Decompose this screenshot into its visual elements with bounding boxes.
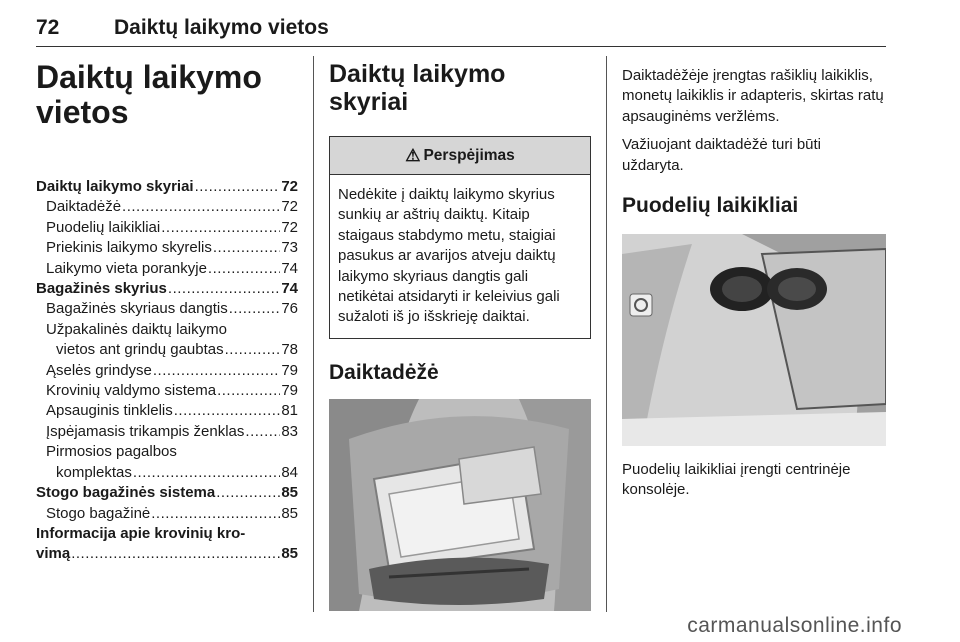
cupholder-title: Puodelių laikikliai: [622, 194, 799, 218]
toc-entry[interactable]: [36, 320, 298, 340]
toc-leader-dots: [208, 259, 280, 279]
toc-leader-dots: [174, 401, 281, 421]
toc-leader-dots: [245, 422, 280, 442]
glovebox-title: Daiktadėžė: [329, 360, 439, 384]
middle-column: [329, 60, 591, 611]
toc-entry-page: 79: [281, 361, 298, 379]
toc-entry-label: Laikymo vieta porankyje: [46, 259, 207, 277]
toc-entry[interactable]: [36, 483, 298, 503]
toc-leader-dots: [71, 544, 280, 564]
toc-leader-dots: [195, 177, 281, 197]
toc-entry-label: Priekinis laikymo skyrelis: [46, 239, 212, 257]
toc-entry-page: 85: [281, 545, 298, 563]
toc-entry-label: Daiktų laikymo skyriai: [36, 178, 194, 195]
toc-column: [36, 60, 298, 565]
toc-leader-dots: [161, 218, 280, 238]
column-divider: [313, 56, 314, 612]
toc-entry[interactable]: [36, 259, 298, 279]
toc-entry[interactable]: [36, 238, 298, 258]
toc-entry-page: 85: [281, 484, 298, 502]
toc-entry-label: Įspėjamasis trikampis ženklas: [46, 422, 245, 440]
toc-entry[interactable]: [36, 299, 298, 319]
toc-leader-dots: [217, 381, 280, 401]
warning-box: [329, 136, 591, 339]
watermark: carmanualsonline.info: [687, 614, 902, 637]
toc-entry[interactable]: [36, 504, 298, 524]
toc-entry[interactable]: [36, 177, 298, 197]
toc-leader-dots: [229, 299, 281, 319]
page-header: [36, 6, 886, 47]
toc-entry-label: Puodelių laikikliai: [46, 218, 161, 236]
toc-leader-dots: [133, 463, 280, 483]
column-divider: [606, 56, 607, 612]
chapter-title: Daiktų laikymo vietos: [36, 59, 262, 130]
toc-entry[interactable]: [36, 524, 298, 544]
toc-entry[interactable]: [36, 401, 298, 421]
toc-entry-label: Stogo bagažinė: [46, 504, 151, 522]
toc-entry-label: Pirmosios pagalbos: [46, 443, 177, 461]
glovebox-paragraph: Daiktadėžėje įrengtas rašiklių laikiklis, monetų laikiklis ir adapteris, skirtas ratų apsauginėms veržlėms.: [622, 67, 884, 125]
toc-entry[interactable]: [36, 463, 298, 483]
warning-header: [330, 137, 590, 175]
toc-entry-label: Ąselės grindyse: [46, 361, 152, 379]
toc-leader-dots: [153, 361, 280, 381]
toc-entry-page: 78: [281, 341, 298, 359]
toc-entry-label: Bagažinės skyrius: [36, 280, 167, 298]
toc-entry-label: Informacija apie krovinių kro-: [36, 524, 246, 542]
toc-entry[interactable]: [36, 197, 298, 217]
page-number: 72: [36, 16, 60, 39]
toc-entry-page: 81: [281, 402, 298, 420]
toc-entry-page: 72: [281, 218, 298, 236]
toc-leader-dots: [225, 340, 281, 360]
warning-title: Perspėjimas: [423, 146, 515, 164]
toc-entry[interactable]: [36, 361, 298, 381]
toc-entry-page: 79: [281, 382, 298, 400]
toc-list: [36, 177, 298, 565]
right-column: [622, 66, 886, 501]
toc-leader-dots: [213, 238, 280, 258]
toc-leader-dots: [168, 279, 280, 299]
section-title: Daiktų laikymo skyriai: [329, 60, 506, 116]
toc-entry-page: 74: [281, 280, 298, 298]
toc-entry-label: Užpakalinės daiktų laikymo: [46, 320, 227, 338]
toc-entry-page: 72: [281, 198, 298, 216]
glovebox-image: [329, 399, 591, 611]
toc-entry-label: vimą: [36, 545, 71, 563]
toc-entry-label: Apsauginis tinklelis: [46, 402, 173, 420]
toc-entry-label: vietos ant grindų gaubtas: [56, 341, 224, 359]
toc-entry[interactable]: [36, 422, 298, 442]
toc-entry-page: 73: [281, 239, 298, 257]
toc-leader-dots: [151, 504, 280, 524]
toc-entry[interactable]: [36, 544, 298, 564]
toc-entry-label: Bagažinės skyriaus dangtis: [46, 300, 228, 318]
toc-entry-page: 72: [281, 178, 298, 195]
cupholder-image: [622, 234, 886, 446]
toc-entry-label: Krovinių valdymo sistema: [46, 382, 217, 400]
toc-entry[interactable]: [36, 340, 298, 360]
toc-entry-label: Daiktadėžė: [46, 198, 122, 216]
toc-entry[interactable]: [36, 381, 298, 401]
toc-entry-page: 83: [281, 422, 298, 440]
toc-entry-label: Stogo bagažinės sistema: [36, 484, 216, 502]
toc-entry-label: komplektas: [56, 463, 132, 481]
toc-leader-dots: [122, 197, 280, 217]
toc-entry[interactable]: [36, 442, 298, 462]
warning-icon: ⚠: [405, 145, 421, 165]
warning-text: Nedėkite į daiktų laikymo skyrius sunkių ar aštrių daiktų. Kitaip staigaus stabdymo metu, staigiai pasukus ar avarijos atveju daiktų laikymo skyriaus dangtis gali netikėtai atsidaryti ir keleivius gali sužaloti iš jo išskrieję daiktai.: [338, 186, 560, 326]
toc-entry-page: 84: [281, 463, 298, 481]
cupholder-caption: Puodelių laikikliai įrengti centrinėje konsolėje.: [622, 461, 851, 499]
toc-entry-page: 85: [281, 504, 298, 522]
toc-entry[interactable]: [36, 218, 298, 238]
running-title: Daiktų laikymo vietos: [114, 16, 329, 39]
toc-leader-dots: [216, 483, 280, 503]
toc-entry-page: 76: [281, 300, 298, 318]
toc-entry-page: 74: [281, 259, 298, 277]
toc-entry[interactable]: [36, 279, 298, 299]
glovebox-note: Važiuojant daiktadėžė turi būti uždaryta.: [622, 136, 822, 174]
